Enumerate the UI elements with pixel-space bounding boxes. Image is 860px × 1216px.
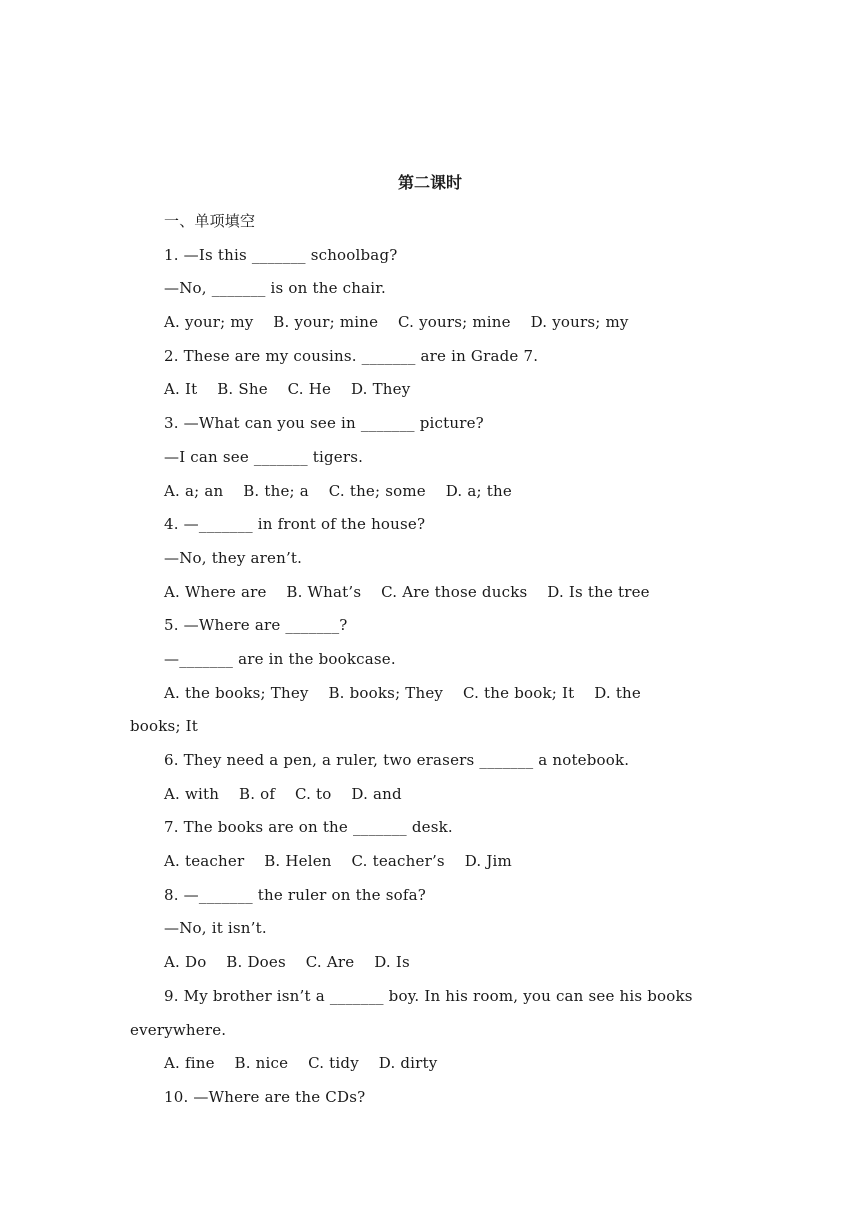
question-5-stem: 5. —Where are _______?	[164, 616, 348, 635]
page-title: 第二课时	[397, 173, 462, 192]
section-heading: 一、单项填空	[164, 212, 256, 230]
question-2-options: A. It B. She C. He D. They	[164, 380, 411, 399]
question-3-options: A. a; an B. the; a C. the; some D. a; the	[164, 481, 512, 500]
question-8-options: A. Do B. Does C. Are D. Is	[164, 953, 410, 972]
question-1-response: —No, _______ is on the chair.	[164, 279, 386, 298]
question-1-stem: 1. —Is this _______ schoolbag?	[164, 245, 398, 264]
question-3-stem: 3. —What can you see in _______ picture?	[164, 414, 484, 433]
question-4-options: A. Where are B. What’s C. Are those ducks D. Is the tree	[164, 582, 650, 601]
question-8-response: —No, it isn’t.	[164, 919, 267, 938]
question-9-stem: 9. My brother isn’t a _______ boy. In his room, you can see his books	[164, 986, 693, 1005]
question-7-options: A. teacher B. Helen C. teacher’s D. Jim	[164, 852, 512, 871]
question-3-response: —I can see _______ tigers.	[164, 447, 364, 466]
question-4-stem: 4. —_______ in front of the house?	[164, 515, 426, 534]
question-9-stem-continued: everywhere.	[130, 1020, 227, 1039]
question-1-options: A. your; my B. your; mine C. yours; mine D. yours; my	[164, 313, 629, 332]
question-5-options: A. the books; They B. books; They C. the book; It D. the	[164, 683, 641, 702]
question-2-stem: 2. These are my cousins. _______ are in Grade 7.	[164, 346, 539, 365]
question-5-response: —_______ are in the bookcase.	[164, 649, 396, 668]
question-9-options: A. fine B. nice C. tidy D. dirty	[164, 1054, 438, 1073]
question-4-response: —No, they aren’t.	[164, 548, 303, 567]
question-7-stem: 7. The books are on the _______ desk.	[164, 818, 453, 837]
question-6-stem: 6. They need a pen, a ruler, two erasers _______ a notebook.	[164, 751, 630, 769]
question-5-options-continued: books; It	[130, 717, 199, 736]
exercise-body	[130, 205, 735, 1115]
question-10-stem: 10. —Where are the CDs?	[164, 1087, 366, 1106]
question-6-options: A. with B. of C. to D. and	[164, 784, 402, 803]
question-8-stem: 8. —_______ the ruler on the sofa?	[164, 885, 426, 904]
